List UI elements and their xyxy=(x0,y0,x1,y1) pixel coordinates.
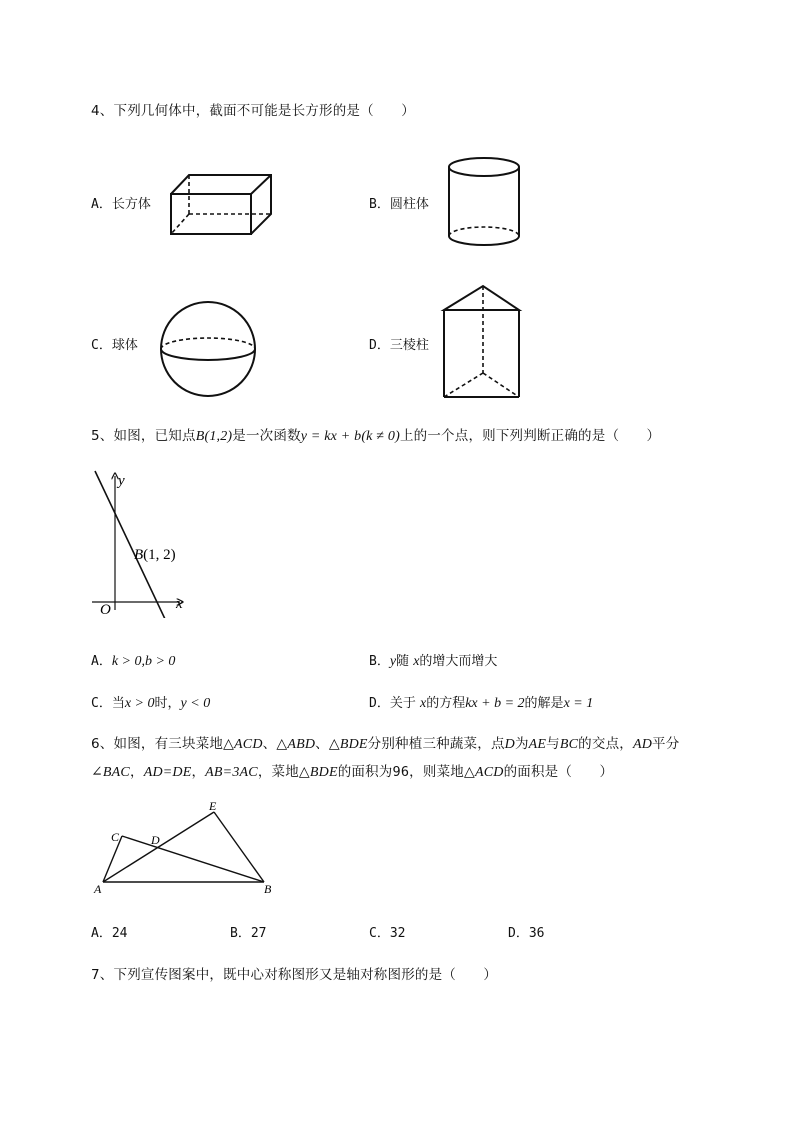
option-math: y xyxy=(389,654,397,669)
stem-math: △BDE xyxy=(328,737,368,752)
q5-option-b[interactable] xyxy=(369,650,497,670)
option-label: B． xyxy=(369,654,390,669)
q4-option-b[interactable] xyxy=(369,193,429,212)
segment-cb xyxy=(122,836,264,882)
stem-text: 的面积是（ ） xyxy=(503,764,614,780)
q5-option-d[interactable] xyxy=(369,692,593,712)
question-4-stem: 4、下列几何体中，截面不可能是长方形的是（ ） xyxy=(91,103,415,119)
option-label: D． xyxy=(508,926,529,941)
triangle-plots-figure xyxy=(92,796,284,900)
stem-math: BC xyxy=(559,737,579,752)
option-math: x xyxy=(413,654,420,669)
option-value: 24 xyxy=(111,926,128,941)
option-text: 的解是 xyxy=(524,696,564,711)
stem-text: ，则菜地 xyxy=(409,764,464,780)
option-value: 36 xyxy=(528,926,545,941)
option-text: 三棱柱 xyxy=(389,338,429,353)
point-d-label: D xyxy=(151,833,160,847)
option-math: x xyxy=(419,696,427,711)
stem-text: 的面积为 xyxy=(337,764,393,780)
stem-text: ， xyxy=(129,764,144,780)
stem-text: 、 xyxy=(262,736,277,752)
option-math: x > 0 xyxy=(124,696,155,711)
stem-math: △ABD xyxy=(276,737,316,752)
stem-text: 平分 xyxy=(652,736,680,752)
stem-text: 为 xyxy=(514,736,529,752)
option-value: 27 xyxy=(250,926,267,941)
option-text: 球体 xyxy=(111,338,138,353)
question-5-stem xyxy=(91,424,660,445)
question-6-stem-line2 xyxy=(91,760,613,781)
option-text: 长方体 xyxy=(111,197,151,212)
option-math: k > 0,b > 0 xyxy=(111,654,176,669)
q4-option-c[interactable] xyxy=(91,334,138,353)
x-axis-label: x xyxy=(176,596,183,612)
cylinder-figure xyxy=(444,153,524,249)
option-text: 随 xyxy=(396,654,410,669)
option-label: A． xyxy=(91,654,112,669)
cuboid-figure xyxy=(165,170,277,236)
q4-option-a[interactable] xyxy=(91,193,151,212)
option-text: 的方程 xyxy=(426,696,466,711)
option-text: 时， xyxy=(154,696,181,711)
q6-option-c[interactable] xyxy=(369,922,405,941)
option-text: 圆柱体 xyxy=(389,197,429,212)
option-label: D． xyxy=(369,696,390,711)
stem-math: AD xyxy=(632,737,653,752)
segment-ae xyxy=(103,812,214,882)
stem-math: ∠BAC xyxy=(91,765,130,780)
stem-text: 是一次函数 xyxy=(232,428,301,444)
stem-math: △BDE xyxy=(298,765,338,780)
option-label: C． xyxy=(91,338,112,353)
q6-option-b[interactable] xyxy=(230,922,266,941)
point-b-label: B(1, 2) xyxy=(134,547,176,563)
stem-text: 的交点， xyxy=(578,736,633,752)
option-text: 的增大而增大 xyxy=(419,654,498,669)
option-math: y < 0 xyxy=(180,696,211,711)
stem-text: 5、如图，已知点 xyxy=(91,428,196,444)
stem-text: ，菜地 xyxy=(257,764,299,780)
option-label: B． xyxy=(369,197,390,212)
option-label: A． xyxy=(91,926,112,941)
vertex-e-label: E xyxy=(209,799,217,813)
linear-function-graph xyxy=(88,468,198,618)
segment-eb xyxy=(214,812,264,882)
stem-text: 上的一个点，则下列判断正确的是（ ） xyxy=(399,428,661,444)
option-label: C． xyxy=(369,926,390,941)
point-b-math: B(1,2) xyxy=(195,429,233,444)
stem-text: 、 xyxy=(315,736,329,752)
function-math: y = kx + b(k ≠ 0) xyxy=(300,429,400,444)
option-value: 32 xyxy=(389,926,406,941)
stem-text: 分别种植三种蔬菜，点 xyxy=(367,736,505,752)
stem-math: AE xyxy=(528,737,547,752)
stem-text: 与 xyxy=(546,736,560,752)
stem-math: AB=3AC xyxy=(205,765,258,780)
vertex-b-label: B xyxy=(264,882,272,896)
option-label: B． xyxy=(230,926,251,941)
stem-math: △ACD xyxy=(463,765,504,780)
option-math: kx + b = 2 xyxy=(465,696,525,711)
vertex-a-label: A xyxy=(94,882,102,896)
stem-math: △ACD xyxy=(223,737,263,752)
option-label: D． xyxy=(369,338,390,353)
vertex-c-label: C xyxy=(111,830,120,844)
stem-text: 6、如图，有三块菜地 xyxy=(91,736,224,752)
stem-number: 96 xyxy=(392,764,410,780)
option-label: C． xyxy=(91,696,112,711)
q6-option-a[interactable] xyxy=(91,922,127,941)
option-math: x = 1 xyxy=(563,696,594,711)
sphere-figure xyxy=(157,298,259,400)
stem-text: ， xyxy=(191,764,206,780)
option-text: 当 xyxy=(111,696,125,711)
option-text: 关于 xyxy=(389,696,416,711)
question-6-stem-line1 xyxy=(91,732,679,753)
q4-option-d[interactable] xyxy=(369,334,429,353)
question-7-stem: 7、下列宣传图案中，既中心对称图形又是轴对称图形的是（ ） xyxy=(91,967,498,983)
origin-label: O xyxy=(100,602,111,618)
q5-option-a[interactable] xyxy=(91,650,175,670)
option-label: A． xyxy=(91,197,112,212)
triangular-prism-figure xyxy=(439,282,525,402)
function-line xyxy=(95,471,165,618)
stem-math: D xyxy=(504,737,515,752)
stem-math: AD=DE xyxy=(143,765,192,780)
q6-option-d[interactable] xyxy=(508,922,544,941)
y-axis-label: y xyxy=(118,473,125,489)
q5-option-c[interactable] xyxy=(91,692,210,712)
